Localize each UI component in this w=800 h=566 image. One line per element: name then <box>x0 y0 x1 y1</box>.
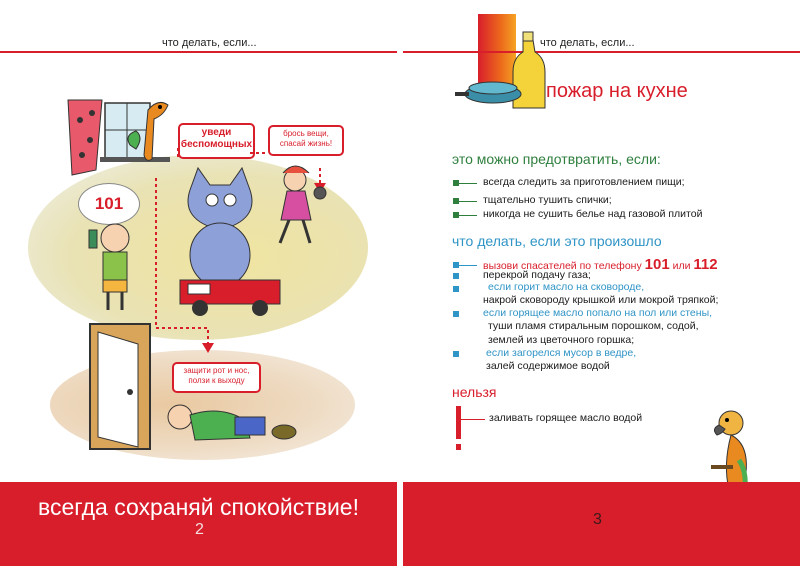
action-pan-condition: если горит масло на сковороде, <box>488 281 645 293</box>
left-page <box>0 0 397 566</box>
pan-and-bottle-illustration <box>455 30 550 115</box>
blue-bullet <box>453 273 459 279</box>
callout-protect-mouth: защити рот и нос, ползи к выходу <box>172 362 261 393</box>
call-text: вызови спасателей по телефону <box>483 260 642 272</box>
bullet-line <box>459 265 477 266</box>
motto-text: всегда сохраняй спокойствие! <box>38 494 359 520</box>
header-rule <box>0 51 397 53</box>
callout-help-helpless: уведи беспомощных <box>178 123 255 159</box>
girl-running-illustration <box>265 165 335 250</box>
bullet-line <box>459 183 477 184</box>
action-trash-do: залей содержимое водой <box>486 360 610 372</box>
page-header: что делать, если... <box>540 37 635 49</box>
action-trash-condition: если загорелся мусор в ведре, <box>486 347 637 359</box>
prevent-item: всегда следить за приготовлением пищи; <box>483 176 685 188</box>
exclamation-bar <box>456 406 461 439</box>
callout-drop-things: брось вещи, спасай жизнь! <box>268 125 344 156</box>
blue-bullet <box>453 351 459 357</box>
page-number: 3 <box>593 511 602 528</box>
action-floor-do: землей из цветочного горшка; <box>488 334 635 346</box>
action-gas-item: перекрой подачу газа; <box>483 269 591 281</box>
phone-112: 112 <box>693 256 718 273</box>
bullet-line <box>461 419 485 420</box>
turtle-illustration <box>268 422 300 440</box>
bullet-line <box>459 215 477 216</box>
forbidden-heading: нельзя <box>452 384 497 400</box>
phone-101: 101 <box>644 256 670 273</box>
crawling-child-illustration <box>165 395 275 450</box>
page-header: что делать, если... <box>162 37 257 49</box>
page-number: 2 <box>195 521 204 538</box>
forbidden-item: заливать горящее масло водой <box>489 412 643 424</box>
prevent-heading: это можно предотвратить, если: <box>452 151 661 167</box>
door-illustration <box>88 322 158 452</box>
prevent-item: никогда не сушить белье над газовой плитой <box>483 208 703 220</box>
action-heading: что делать, если это произошло <box>452 233 662 249</box>
phone-number-bubble: 101 <box>78 183 140 225</box>
bullet-line <box>459 201 477 202</box>
boy-with-phone-illustration <box>75 220 155 315</box>
right-page <box>403 0 800 566</box>
prevent-item: тщательно тушить спички; <box>483 194 612 206</box>
page-title: пожар на кухне <box>546 80 688 102</box>
action-floor-do: туши пламя стиральным порошком, содой, <box>488 320 699 332</box>
blue-bullet <box>453 311 459 317</box>
blue-bullet <box>453 286 459 292</box>
action-pan-do: накрой сковороду крышкой или мокрой тряпкой; <box>483 294 719 306</box>
action-floor-condition: если горящее масло попало на пол или стены, <box>483 307 713 319</box>
exclamation-dot <box>456 444 461 450</box>
call-or: или <box>672 260 691 272</box>
